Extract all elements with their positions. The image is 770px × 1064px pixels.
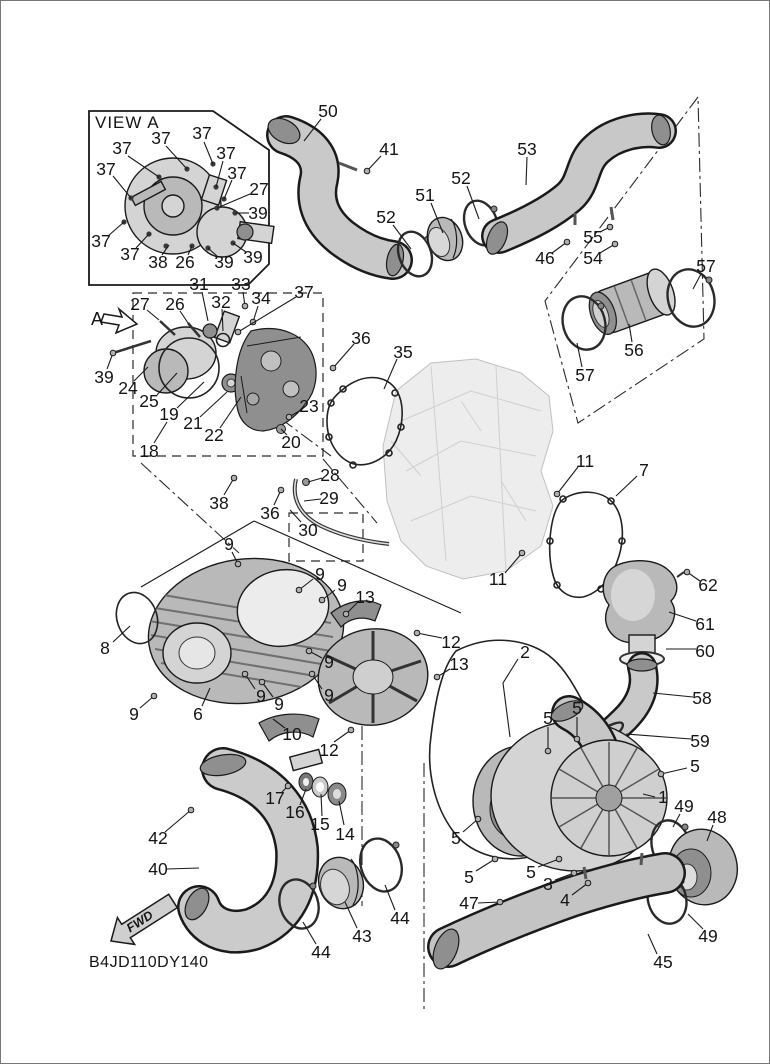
hardware-dot: [188, 807, 194, 813]
callout-45: 45: [653, 952, 673, 972]
callout-25: 25: [139, 391, 159, 411]
callout-leader: [648, 934, 657, 954]
callout-55: 55: [583, 227, 603, 247]
callout-12: 12: [319, 740, 339, 760]
callout-31: 31: [189, 274, 209, 294]
sleeve-51: [422, 213, 469, 266]
callout-15: 15: [310, 814, 330, 834]
callout-53: 53: [517, 139, 537, 159]
callout-37: 37: [112, 138, 132, 158]
callout-37: 37: [227, 163, 247, 183]
hardware-dot: [556, 856, 562, 862]
hardware-dot: [492, 856, 498, 862]
callout-leader: [557, 467, 578, 494]
callout-14: 14: [335, 824, 355, 844]
hardware-dot: [585, 880, 591, 886]
callout-20: 20: [281, 432, 301, 452]
hardware-dot: [519, 550, 525, 556]
hardware-dot: [259, 679, 265, 685]
callout-42: 42: [148, 828, 168, 848]
callout-6: 6: [193, 704, 203, 724]
callout-11: 11: [575, 451, 595, 471]
callout-5: 5: [451, 828, 461, 848]
callout-leader: [503, 659, 518, 737]
hardware-dot: [545, 748, 551, 754]
hardware-dot: [278, 487, 284, 493]
callout-36: 36: [260, 503, 280, 523]
callout-56: 56: [624, 340, 644, 360]
callout-44: 44: [311, 942, 331, 962]
callout-leader: [616, 476, 637, 496]
callout-21: 21: [183, 413, 203, 433]
small-parts-14-17: [299, 773, 346, 805]
callout-59: 59: [690, 731, 710, 751]
crankcase-cover-dark: [235, 329, 319, 434]
hardware-dot: [564, 239, 570, 245]
callout-58: 58: [692, 688, 712, 708]
callout-leader: [693, 274, 701, 289]
callout-29: 29: [319, 488, 339, 508]
hose-50: [264, 113, 406, 277]
callout-61: 61: [695, 614, 715, 634]
callout-34: 34: [251, 288, 271, 308]
callout-1: 1: [658, 787, 668, 807]
hardware-dot: [554, 491, 560, 497]
callout-41: 41: [379, 139, 399, 159]
callout-5: 5: [572, 698, 582, 718]
hardware-dot: [110, 350, 116, 356]
seal-31: [203, 324, 217, 338]
hardware-dot: [306, 648, 312, 654]
callout-35: 35: [393, 342, 413, 362]
callout-39: 39: [243, 247, 263, 267]
callout-12: 12: [441, 632, 461, 652]
callout-13: 13: [449, 654, 469, 674]
callout-36: 36: [351, 328, 371, 348]
callout-27: 27: [249, 179, 269, 199]
hardware-dot: [612, 241, 618, 247]
callout-39: 39: [214, 252, 234, 272]
callout-27: 27: [130, 294, 150, 314]
callout-37: 37: [192, 123, 212, 143]
callout-leader: [384, 359, 397, 389]
hardware-dot: [684, 569, 690, 575]
hardware-dot: [235, 329, 241, 335]
callout-26: 26: [175, 252, 195, 272]
callout-leader: [653, 693, 693, 697]
callout-51: 51: [415, 185, 435, 205]
hardware-dot: [348, 727, 354, 733]
hardware-dot: [475, 816, 481, 822]
hose-53: [482, 113, 673, 257]
hardware-dot: [235, 561, 241, 567]
callout-26: 26: [165, 294, 185, 314]
callout-57: 57: [575, 365, 595, 385]
hardware-dot: [364, 168, 370, 174]
hardware-dot: [434, 674, 440, 680]
callout-40: 40: [148, 859, 168, 879]
callout-46: 46: [535, 248, 555, 268]
callout-10: 10: [282, 724, 302, 744]
callout-50: 50: [318, 101, 338, 121]
callout-leader: [661, 768, 687, 774]
callout-leader: [476, 859, 495, 871]
callout-leader: [200, 392, 227, 417]
callout-38: 38: [209, 493, 229, 513]
funnel-61: [603, 561, 684, 659]
callout-54: 54: [583, 248, 603, 268]
callout-28: 28: [320, 465, 340, 485]
callout-5: 5: [464, 867, 474, 887]
part-code: B4JD110DY140: [89, 954, 209, 971]
callout-4: 4: [560, 890, 570, 910]
callout-49: 49: [674, 796, 694, 816]
hardware-dot: [571, 870, 577, 876]
callout-9: 9: [256, 686, 266, 706]
hardware-dot: [497, 899, 503, 905]
fwd-arrow: [111, 894, 177, 944]
callout-7: 7: [639, 460, 649, 480]
callout-52: 52: [451, 168, 471, 188]
detail-a-label: A: [91, 309, 104, 329]
engine-block-faint: [383, 359, 553, 579]
callout-leader: [321, 794, 322, 816]
callout-33: 33: [231, 274, 251, 294]
callout-13: 13: [355, 587, 375, 607]
callout-5: 5: [526, 862, 536, 882]
callout-37: 37: [294, 282, 314, 302]
view-a-label: VIEW A: [95, 113, 160, 132]
callout-9: 9: [224, 534, 234, 554]
callout-2: 2: [520, 642, 530, 662]
callout-23: 23: [299, 396, 319, 416]
hardware-dot: [607, 224, 613, 230]
callout-43: 43: [352, 926, 372, 946]
callout-leader: [154, 422, 167, 443]
bolt-39: [113, 341, 151, 353]
callout-57: 57: [696, 256, 716, 276]
callout-9: 9: [129, 704, 139, 724]
callout-24: 24: [118, 378, 138, 398]
callout-leader: [577, 343, 582, 367]
callout-leader: [167, 868, 199, 869]
callout-37: 37: [216, 143, 236, 163]
callout-5: 5: [543, 708, 553, 728]
callout-52: 52: [376, 207, 396, 227]
callout-11: 11: [488, 569, 508, 589]
callout-22: 22: [204, 425, 224, 445]
hardware-dot: [242, 303, 248, 309]
callout-38: 38: [148, 252, 168, 272]
fwd-label: FWD: [124, 908, 156, 936]
callout-37: 37: [96, 159, 116, 179]
hardware-dot: [309, 671, 315, 677]
hardware-dot: [285, 783, 291, 789]
hardware-dot: [343, 611, 349, 617]
hardware-dot: [330, 365, 336, 371]
callout-5: 5: [690, 756, 700, 776]
callout-17: 17: [265, 788, 285, 808]
callout-48: 48: [707, 807, 727, 827]
callout-47: 47: [459, 893, 479, 913]
callout-leader: [113, 626, 130, 642]
callout-19: 19: [159, 404, 179, 424]
callout-44: 44: [390, 908, 410, 928]
callout-9: 9: [315, 564, 325, 584]
hardware-dot: [151, 693, 157, 699]
callout-39: 39: [248, 203, 268, 223]
callout-leader: [626, 734, 691, 739]
callout-leader: [165, 810, 191, 832]
hardware-dot: [242, 671, 248, 677]
callout-16: 16: [285, 802, 305, 822]
hardware-dot: [574, 736, 580, 742]
callout-37: 37: [91, 231, 111, 251]
callout-37: 37: [151, 128, 171, 148]
hardware-dot: [231, 475, 237, 481]
callout-18: 18: [139, 441, 159, 461]
callout-9: 9: [324, 652, 334, 672]
callout-3: 3: [543, 874, 553, 894]
diagram-canvas: [1, 1, 770, 1064]
hardware-dot: [319, 597, 325, 603]
callout-30: 30: [298, 520, 318, 540]
callout-9: 9: [274, 694, 284, 714]
callout-49: 49: [698, 926, 718, 946]
hardware-dot: [286, 414, 292, 420]
hardware-dot: [658, 771, 664, 777]
callout-32: 32: [211, 292, 231, 312]
callout-62: 62: [698, 575, 718, 595]
callout-39: 39: [94, 367, 114, 387]
callout-60: 60: [695, 641, 715, 661]
callout-leader: [526, 157, 527, 185]
hardware-dot: [414, 630, 420, 636]
callout-leader: [202, 292, 208, 321]
callout-8: 8: [100, 638, 110, 658]
callout-9: 9: [324, 685, 334, 705]
hardware-dot: [296, 587, 302, 593]
callout-leader: [339, 801, 344, 825]
callout-leader: [204, 142, 213, 164]
callout-leader: [417, 633, 442, 638]
joint-56: [583, 265, 680, 340]
callout-37: 37: [120, 244, 140, 264]
callout-9: 9: [337, 575, 347, 595]
